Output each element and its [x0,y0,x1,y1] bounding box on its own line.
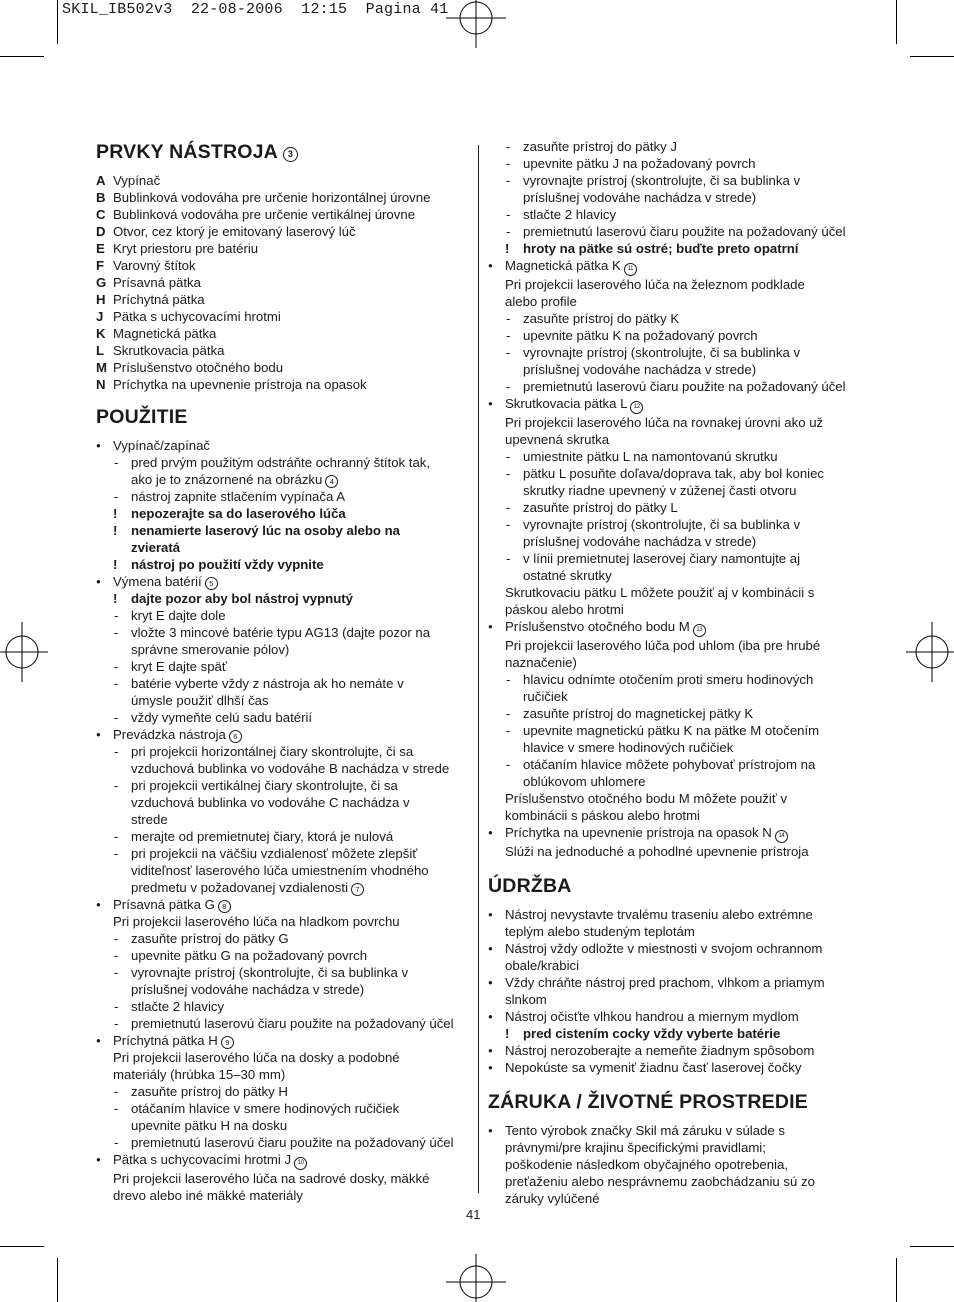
item-text: právnymi/pre krajinu špecifickými pravidlami; [505,1140,766,1155]
item-text: hroty na pätke sú ostré; buďte preto opatrní [523,241,799,256]
item-text: otáčaním hlavice v smere hodinových ručičiek [131,1101,400,1116]
item-text: Nástroj nerozoberajte a nemeňte žiadnym spôsobom [505,1043,815,1058]
warning-continuation [96,539,476,556]
sub-text-line [96,1187,476,1204]
sub-text-line [96,1066,476,1083]
parts-item [96,172,476,189]
dash-item [96,658,476,675]
sub-text-line [488,584,873,601]
item-text: upevnite pätku K na požadovaný povrch [523,328,758,343]
item-text: Pätka s uchycovacími hrotmi J [113,1152,292,1167]
dash-item [488,172,873,189]
dash-item [96,828,476,845]
dash-item [96,947,476,964]
registration-mark-right [906,612,954,692]
parts-text: Varovný štítok [113,258,196,273]
bullet-item [488,257,873,276]
ref-circle: 3 [283,147,298,162]
item-text: upevnite pätku J na požadovaný povrch [523,156,756,171]
parts-item [96,274,476,291]
sub-text-line [488,431,873,448]
parts-text: Príchytka na upevnenie prístroja na opasok [113,377,367,392]
ref-circle: 13 [693,624,706,637]
column-divider [478,145,479,1193]
item-text: Nástroj nevystavte trvalému traseniu alebo extrémne [505,907,813,922]
dash-item [488,722,873,739]
item-text: ostatné skrutky [523,568,612,583]
maintenance-list [488,906,873,1076]
crop-mark [57,0,58,44]
parts-text: Bublinková vodováha pre určenie vertikálnej úrovne [113,207,416,222]
ref-circle: 10 [294,1157,307,1170]
item-text: obale/krabici [505,958,580,973]
item-text: pri projekcii vertikálnej čiary skontrolujte, či sa [131,778,398,793]
sub-text-line [96,1170,476,1187]
item-text: premietnutú laserovú čiaru použite na požadovaný účel [523,379,846,394]
continuation-line [96,794,476,811]
parts-item [96,206,476,223]
item-text: alebo profile [505,294,577,309]
item-text: Výmena batérií [113,574,202,589]
dash-item [488,671,873,688]
section-title-warranty: ZÁRUKA / ŽIVOTNÉ PROSTREDIE [488,1091,808,1113]
crop-mark [0,1246,44,1247]
dash-item [488,378,873,395]
item-text: Slúži na jednoduché a pohodlné upevnenie prístroja [505,844,809,859]
item-text: teplým alebo studeným teplotám [505,924,695,939]
parts-item [96,223,476,240]
item-text: zasuňte prístroj do pätky H [131,1084,288,1099]
bullet-item [488,906,873,923]
dash-item [96,930,476,947]
bullet-item [488,974,873,991]
item-text: skrutky riadne upevnený v zúženej časti otvoru [523,483,797,498]
item-text: Príslušenstvo otočného bodu M môžete použiť v [505,791,788,806]
item-text: naznačenie) [505,655,577,670]
sub-text-line [488,923,873,940]
item-text: zasuňte prístroj do pätky J [523,139,677,154]
print-slug: SKIL_IB502v3 22-08-2006 12:15 Pagina 41 [62,1,449,18]
bullet-item [96,437,476,454]
item-text: zvieratá [131,540,181,555]
item-text: upevnite pätku H na dosku [131,1118,288,1133]
item-text: vložte 3 mincové batérie typu AG13 (dajte pozor na [131,625,431,640]
bullet-item [96,1032,476,1049]
item-text: viditeľnosť laserového lúča umiestnením vhodného [131,863,429,878]
crop-mark [896,0,897,44]
item-text: nenamierte laserový lúc na osoby alebo na [131,523,400,538]
right-column [488,138,873,1207]
continuation-line [488,533,873,550]
dash-item [96,1134,476,1151]
sub-text-line [488,843,873,860]
bullet-item [488,1122,873,1139]
item-text: príslušnej vodováhe nachádza v strede) [131,982,365,997]
item-text: Príchytka na upevnenie prístroja na opasok N [505,825,772,840]
parts-key: H [96,292,106,307]
left-column [96,134,476,1204]
dash-item [488,756,873,773]
item-text: materiály (hrúbka 15–30 mm) [113,1067,286,1082]
parts-key: G [96,275,107,290]
bullet-item [96,573,476,590]
parts-key: N [96,377,106,392]
sub-text-line [488,414,873,431]
dash-item [488,465,873,482]
section-title-maintenance: ÚDRŽBA [488,875,572,897]
item-text: vždy vymeňte celú sadu batérií [131,710,313,725]
bullet-item [488,1059,873,1076]
bullet-item [96,726,476,743]
usage-list-right [488,138,873,860]
parts-text: Príchytná pätka [113,292,205,307]
ref-circle: 12 [630,401,643,414]
item-text: zasuňte prístroj do pätky L [523,500,678,515]
bullet-item [488,1008,873,1025]
registration-mark-top [436,0,516,48]
item-text: kombinácii s páskou alebo hrotmi [505,808,700,823]
section-title-usage: POUŽITIE [96,406,188,428]
parts-text: Skrutkovacia pätka [113,343,225,358]
dash-item [488,705,873,722]
item-text: stlačte 2 hlavicy [523,207,617,222]
item-text: Pri projekcii laserového lúča na hladkom povrchu [113,914,400,929]
item-text: nástroj po použití vždy vypnite [131,557,324,572]
item-text: hlavice v smere hodinových ručičiek [523,740,734,755]
item-text: Nástroj očisťte vlhkou handrou a miernym mydlom [505,1009,799,1024]
registration-mark-left [0,612,48,692]
parts-key: K [96,326,106,341]
dash-item [96,845,476,862]
item-text: pri projekcii na väčšiu vzdialenosť môžete zlepšiť [131,846,418,861]
warning-item [96,505,476,522]
parts-key: F [96,258,105,273]
dash-item [488,327,873,344]
sub-text-line [488,1156,873,1173]
item-text: Nepokúste sa vymeniť žiadnu časť laserovej čočky [505,1060,802,1075]
crop-mark [896,1258,897,1302]
parts-text: Prísavná pätka [113,275,201,290]
sub-text-line [488,1139,873,1156]
item-text: zasuňte prístroj do magnetickej pätky K [523,706,754,721]
continuation-line [96,811,476,828]
parts-text: Kryt priestoru pre batériu [113,241,259,256]
parts-text: Príslušenstvo otočného bodu [113,360,284,375]
item-text: preťaženiu alebo nesprávnemu zaobchádzaniu sú zo [505,1174,815,1189]
item-text: slnkom [505,992,547,1007]
item-text: hlavicu odnímte otočením proti smeru hodinových [523,672,814,687]
item-text: oblúkovom uhlomere [523,774,646,789]
dash-item [96,998,476,1015]
ref-circle: 14 [775,830,788,843]
continuation-line [96,471,476,488]
item-text: zasuňte prístroj do pätky G [131,931,289,946]
item-text: nástroj zapnite stlačením vypínača A [131,489,346,504]
parts-item [96,359,476,376]
parts-key: D [96,224,106,239]
bullet-item [488,618,873,637]
dash-item [96,743,476,760]
item-text: Pri projekcii laserového lúča na sadrové dosky, mäkké [113,1171,430,1186]
parts-text: Pätka s uchycovacími hrotmi [113,309,281,324]
parts-key: L [96,343,105,358]
item-text: kryt E dajte dole [131,608,226,623]
dash-item [96,709,476,726]
continuation-line [488,739,873,756]
ref-circle: 8 [218,900,231,913]
continuation-line [488,773,873,790]
parts-text: Otvor, cez ktorý je emitovaný laserový lúč [113,224,356,239]
item-text: vyrovnajte prístroj (skontrolujte, či sa bublinka v [523,173,801,188]
parts-item [96,291,476,308]
item-text: pri projekcii horizontálnej čiary skontrolujte, či sa [131,744,414,759]
item-text: Prevádzka nástroja [113,727,226,742]
warranty-list [488,1122,873,1207]
dash-item [488,155,873,172]
item-text: Nástroj vždy odložte v miestnosti v svojom ochrannom [505,941,823,956]
parts-key: J [96,309,104,324]
item-text: správne smerovanie pólov) [131,642,290,657]
warning-item [96,590,476,607]
item-text: merajte od premietnutej čiary, ktorá je nulová [131,829,394,844]
item-text: Prísavná pätka G [113,897,215,912]
item-text: zasuňte prístroj do pätky K [523,311,680,326]
item-text: Vypínač/zapínač [113,438,211,453]
parts-item [96,257,476,274]
parts-key: M [96,360,107,375]
sub-text-line [488,807,873,824]
dash-item [488,138,873,155]
item-text: ako je to znázornené na obrázku [131,472,323,487]
parts-item [96,189,476,206]
item-text: nepozerajte sa do laserového lúča [131,506,346,521]
item-text: upevnite magnetickú pätku K na pätke M otočením [523,723,820,738]
continuation-line [96,981,476,998]
parts-key: A [96,173,106,188]
dash-item [488,206,873,223]
bullet-item [488,940,873,957]
dash-item [488,310,873,327]
continuation-line [488,361,873,378]
item-text: drevo alebo iné mäkké materiály [113,1188,303,1203]
parts-item [96,342,476,359]
parts-item [96,308,476,325]
warning-item [488,1025,873,1042]
parts-key: C [96,207,106,222]
item-text: dajte pozor aby bol nástroj vypnutý [131,591,354,606]
sub-text-line [488,790,873,807]
item-text: Vždy chráňte nástroj pred prachom, vlhkom a priamym [505,975,825,990]
ref-circle: 4 [325,475,338,488]
sub-text-line [488,1173,873,1190]
dash-item [488,550,873,567]
sub-text-line [488,654,873,671]
item-text: Pri projekcii laserového lúča na dosky a podobné [113,1050,400,1065]
item-text: Pri projekcii laserového lúča na železnom podklade [505,277,805,292]
warning-item [96,522,476,539]
bullet-item [488,824,873,843]
item-text: predmetu v požadovanej vzdialenosti [131,880,348,895]
parts-key: E [96,241,105,256]
item-text: páskou alebo hrotmi [505,602,624,617]
dash-item [96,675,476,692]
crop-mark [910,1246,954,1247]
item-text: záruky vylúčené [505,1191,600,1206]
continuation-line [488,567,873,584]
dash-item [488,344,873,361]
item-text: Príslušenstvo otočného bodu M [505,619,690,634]
parts-item [96,376,476,393]
item-text: strede [131,812,168,827]
ref-circle: 11 [624,263,637,276]
item-text: príslušnej vodováhe nachádza v strede) [523,534,757,549]
sub-text-line [488,957,873,974]
warning-item [488,240,873,257]
item-text: vzduchová bublinka vo vodováhe C nachádza v [131,795,410,810]
dash-item [96,488,476,505]
item-text: v línii premietnutej laserovej čiary namontujte aj [523,551,801,566]
bullet-item [96,1151,476,1170]
continuation-line [96,862,476,879]
parts-text: Magnetická pätka [113,326,217,341]
item-text: Pri projekcii laserového lúča pod uhlom (iba pre hrubé [505,638,821,653]
parts-item [96,325,476,342]
item-text: Príchytná pätka H [113,1033,218,1048]
item-text: upevnite pätku G na požadovaný povrch [131,948,368,963]
parts-text: Bublinková vodováha pre určenie horizontálnej úrovne [113,190,431,205]
parts-text: Vypínač [113,173,161,188]
dash-item [96,777,476,794]
dash-item [488,516,873,533]
item-text: príslušnej vodováhe nachádza v strede) [523,362,757,377]
item-text: premietnutú laserovú čiaru použite na požadovaný účel [523,224,846,239]
dash-item [96,607,476,624]
continuation-line [488,189,873,206]
dash-item [96,1015,476,1032]
usage-list-left [96,437,476,1204]
dash-item [96,624,476,641]
continuation-line [96,641,476,658]
parts-list [96,172,476,393]
sub-text-line [488,293,873,310]
continuation-line [96,760,476,777]
item-text: stlačte 2 hlavicy [131,999,225,1014]
parts-item [96,240,476,257]
dash-item [96,1100,476,1117]
ref-circle: 9 [221,1036,234,1049]
ref-circle: 6 [229,730,242,743]
parts-key: B [96,190,106,205]
bullet-item [488,395,873,414]
dash-item [96,454,476,471]
dash-item [488,448,873,465]
item-text: vyrovnajte prístroj (skontrolujte, či sa bublinka v [131,965,409,980]
item-text: pred prvým použitým odstráňte ochranný štítok tak, [131,455,431,470]
sub-text-line [96,913,476,930]
sub-text-line [488,601,873,618]
page-number: 41 [466,1207,481,1222]
item-text: príslušnej vodováhe nachádza v strede) [523,190,757,205]
bullet-item [96,896,476,913]
sub-text-line [488,276,873,293]
warning-item [96,556,476,573]
item-text: upevnená skrutka [505,432,610,447]
crop-mark [57,1258,58,1302]
item-text: pred cistením cocky vždy vyberte batérie [523,1026,781,1041]
continuation-line [96,879,476,896]
sub-text-line [96,1049,476,1066]
item-text: Pri projekcii laserového lúča na rovnakej úrovni ako už [505,415,824,430]
continuation-line [488,482,873,499]
crop-mark [910,56,954,57]
item-text: Tento výrobok značky Skil má záruku v súlade s [505,1123,785,1138]
dash-item [488,499,873,516]
item-text: ručičiek [523,689,568,704]
continuation-line [96,1117,476,1134]
item-text: Skrutkovaciu pätku L môžete použiť aj v kombinácii s [505,585,815,600]
item-text: umiestnite pätku L na namontovanú skrutku [523,449,778,464]
ref-circle: 5 [205,577,218,590]
section-title-parts: PRVKY NÁSTROJA 3 [96,140,476,164]
sub-text-line [488,991,873,1008]
crop-mark [0,56,44,57]
item-text: premietnutú laserovú čiaru použite na požadovaný účel [131,1135,454,1150]
sub-text-line [488,1190,873,1207]
item-text: premietnutú laserovú čiaru použite na požadovaný účel [131,1016,454,1031]
item-text: kryt E dajte späť [131,659,227,674]
dash-item [96,964,476,981]
item-text: Magnetická pätka K [505,258,621,273]
item-text: Skrutkovacia pätka L [505,396,628,411]
item-text: vzduchová bublinka vo vodováhe B nachádza v strede [131,761,450,776]
item-text: vyrovnajte prístroj (skontrolujte, či sa bublinka v [523,517,801,532]
item-text: batérie vyberte vždy z nástroja ak ho nemáte v [131,676,404,691]
item-text: otáčaním hlavice môžete pohybovať prístrojom na [523,757,816,772]
ref-circle: 7 [351,883,364,896]
sub-text-line [488,637,873,654]
item-text: pätku L posuňte doľava/doprava tak, aby bol koniec [523,466,825,481]
continuation-line [96,692,476,709]
dash-item [96,1083,476,1100]
continuation-line [488,688,873,705]
item-text: poškodenie následkom obyčajného opotrebenia, [505,1157,789,1172]
dash-item [488,223,873,240]
item-text: úmysle použiť dlhší čas [131,693,269,708]
item-text: vyrovnajte prístroj (skontrolujte, či sa bublinka v [523,345,801,360]
bullet-item [488,1042,873,1059]
registration-mark-bottom [436,1254,516,1302]
